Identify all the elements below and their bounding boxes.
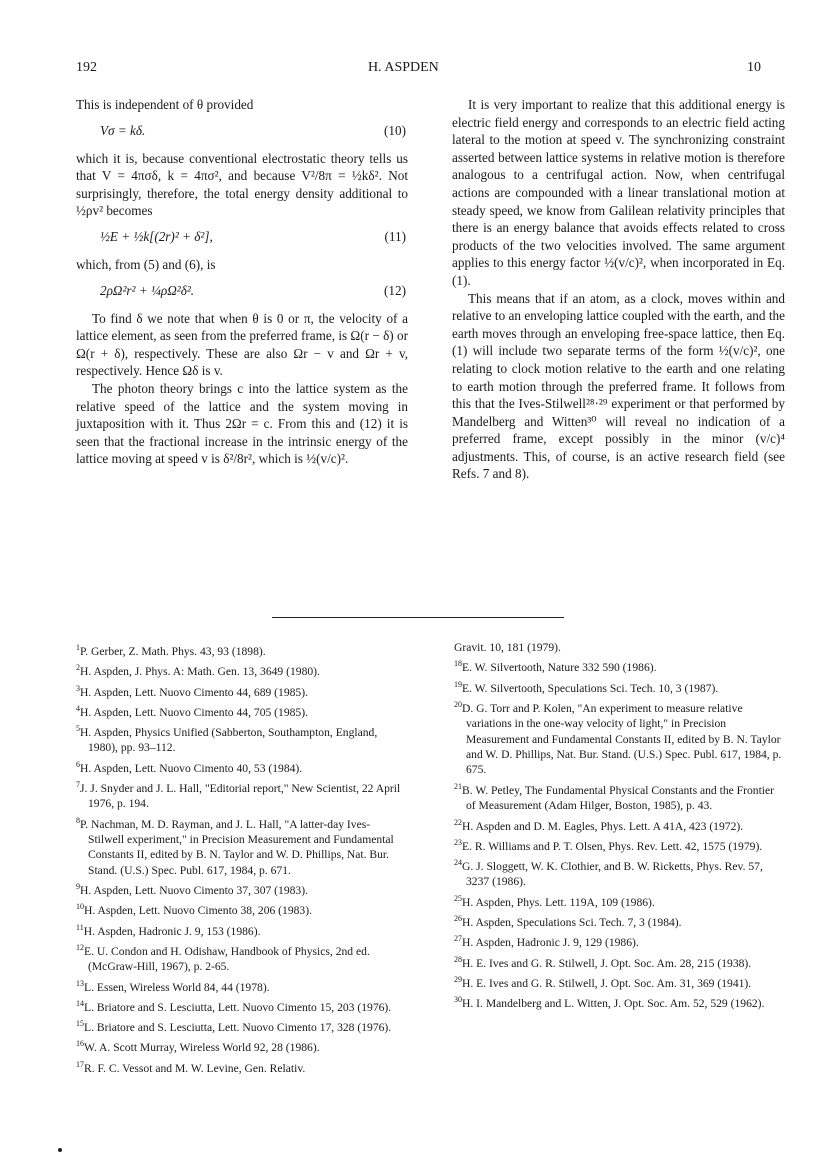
reference-text: H. Aspden, Hadronic J. 9, 129 (1986). (462, 936, 639, 950)
reference-number: 18 (454, 659, 462, 669)
reference-number: 22 (454, 817, 462, 827)
footnote-divider (272, 617, 564, 618)
reference-text: H. E. Ives and G. R. Stilwell, J. Opt. Soc. Am. 28, 215 (1938). (462, 956, 752, 970)
references-left (76, 640, 402, 1077)
reference-item (76, 1057, 402, 1076)
reference-text: H. Aspden, Lett. Nuovo Cimento 44, 705 (1985). (80, 705, 308, 719)
reference-number: 5 (76, 724, 80, 734)
right-column (452, 96, 785, 483)
reference-text: W. A. Scott Murray, Wireless World 92, 28 (1986). (84, 1041, 320, 1055)
reference-number: 15 (76, 1019, 84, 1029)
reference-text: E. W. Silvertooth, Speculations Sci. Tech. 10, 3 (1987). (462, 681, 719, 695)
equation-11 (76, 226, 408, 248)
equation-10 (76, 120, 408, 142)
reference-item (76, 879, 402, 898)
reference-item (454, 697, 784, 778)
reference-item (454, 640, 784, 655)
reference-item (76, 899, 402, 918)
right-paragraph-1: It is very important to realize that this additional energy is electric field energy and corresponds to an electric field acting lateral to the motion at speed v. The synchronizing constraint asserted between lattice systems in relative motion is therefore analogous to a centrifugal action. Now, when centrifugal actions are compounded with a linear translational motion at steady speed, we know from Galilean relativity principles that there is an energy balance that avoids effects related to cross products of the two velocities involved. The same argument applies to this energy factor ½(v/c)², when incorporated in Eq. (1). (452, 97, 785, 288)
reference-number: 14 (76, 998, 84, 1008)
reference-item (76, 920, 402, 939)
reference-item (454, 815, 784, 834)
reference-number: 7 (76, 780, 80, 789)
reference-item (76, 660, 402, 679)
reference-number: 27 (454, 934, 462, 944)
left-paragraph-1: This is independent of θ provided (76, 97, 254, 112)
reference-text: E. W. Silvertooth, Nature 332 590 (1986). (462, 661, 657, 675)
reference-item (454, 931, 784, 950)
reference-item (454, 855, 784, 890)
left-paragraph-2: which it is, because conventional electrostatic theory tells us that V = 4πσδ, k = 4πσ², and because V²/8π = ½kδ². Not surprisingly, therefore, the total energy density additional to ½ρv² becomes (76, 150, 408, 219)
reference-item (76, 1036, 402, 1055)
reference-text: H. Aspden and D. M. Eagles, Phys. Lett. A 41A, 423 (1972). (462, 819, 744, 833)
reference-number: 30 (454, 995, 462, 1005)
running-head-author: H. ASPDEN (368, 60, 439, 75)
left-paragraph-3: which, from (5) and (6), is (76, 256, 216, 272)
reference-item (76, 976, 402, 995)
reference-number: 13 (76, 978, 84, 988)
reference-item (76, 1016, 402, 1035)
references-right (454, 640, 784, 1012)
reference-item (76, 701, 402, 720)
reference-number: 23 (454, 837, 462, 847)
reference-number: 3 (76, 683, 80, 693)
reference-item (76, 681, 402, 700)
reference-text: P. Nachman, M. D. Rayman, and J. L. Hall, "A latter-day Ives-Stilwell experiment," in Precision Measurement and Fundamental Constants II, edited by B. N. Taylor and W. D. Phillips, Nat. Bur. Stand. (U.S.) Spec. Publ. 617, 1984, p. 671. (80, 817, 394, 877)
right-paragraph-2: This means that if an atom, as a clock, moves within and relative to an enveloping lattice coupled with the earth, and the earth moves through an enveloping free-space lattice, then Eq. (1) will include two separate terms of the form ½(v/c)², one relating to clock motion relative to the earth and one relating to earth motion through the preferred frame. It follows from this that the Ives-Stilwell²⁸·²⁹ experiment or that performed by Mandelberg and Witten³⁰ will reveal no indication of a preferred frame, except possibly in the minor (v/c)⁴ adjustments. This, of course, is an active research field (see Refs. 7 and 8). (452, 290, 785, 482)
reference-text: D. G. Torr and P. Kolen, "An experiment to measure relative variations in the one-way velocity of light," in Precision Measurement and Fundamental Constants II, edited by B. N. Taylor and W. D. Phillips, Nat. Bur. Stand. (U.S.) Spec. Publ. 617, 1984, p. 675. (462, 701, 782, 777)
equation-12 (76, 280, 408, 302)
reference-item (76, 640, 402, 659)
reference-text: R. F. C. Vessot and M. W. Levine, Gen. Relativ. (84, 1061, 306, 1075)
reference-number: 10 (76, 902, 84, 912)
reference-item (454, 911, 784, 930)
reference-text: G. J. Sloggett, W. K. Clothier, and B. W. Ricketts, Phys. Rev. 57, 3237 (1986). (462, 859, 763, 889)
reference-number: 2 (76, 663, 80, 673)
reference-text: H. I. Mandelberg and L. Witten, J. Opt. Soc. Am. 52, 529 (1962). (462, 996, 765, 1010)
reference-number: 17 (76, 1059, 84, 1069)
reference-text: H. Aspden, Lett. Nuovo Cimento 37, 307 (1983). (80, 884, 308, 898)
reference-number: 26 (454, 913, 462, 923)
reference-text: H. Aspden, Lett. Nuovo Cimento 38, 206 (1983). (84, 904, 312, 918)
reference-text: H. E. Ives and G. R. Stilwell, J. Opt. Soc. Am. 31, 369 (1941). (462, 976, 752, 990)
equation-11-number: (11) (384, 228, 406, 244)
reference-number: 21 (454, 781, 462, 791)
reference-text: L. Briatore and S. Lesciutta, Lett. Nuovo Cimento 15, 203 (1976). (84, 1000, 392, 1014)
reference-item (76, 757, 402, 776)
reference-number: 25 (454, 893, 462, 903)
reference-number: 8 (76, 815, 80, 825)
left-paragraph-5: The photon theory brings c into the lattice system as the relative speed of the lattice and the system moving in juxtaposition with it. Thus 2Ωr = c. From this and (12) it is seen that the fractional increase in the intrinsic energy of the lattice moving at speed v is δ²/8r², which is ½(v/c)². (76, 380, 408, 467)
reference-text: L. Briatore and S. Lesciutta, Lett. Nuovo Cimento 17, 328 (1976). (84, 1021, 392, 1035)
reference-text: H. Aspden, Lett. Nuovo Cimento 44, 689 (1985). (80, 685, 308, 699)
reference-text: H. Aspden, Phys. Lett. 119A, 109 (1986). (462, 895, 655, 909)
reference-number: 6 (76, 759, 80, 769)
reference-number: 29 (454, 974, 462, 984)
reference-number: 20 (454, 699, 462, 709)
reference-number: 12 (76, 942, 84, 952)
reference-item (454, 677, 784, 696)
reference-text: E. U. Condon and H. Odishaw, Handbook of Physics, 2nd ed. (McGraw-Hill, 1967), p. 2-65. (84, 944, 370, 974)
reference-text: Gravit. 10, 181 (1979). (454, 641, 561, 654)
reference-item (76, 996, 402, 1015)
reference-number: 4 (76, 703, 80, 713)
reference-number: 11 (76, 922, 84, 932)
left-paragraph-4: To find δ we note that when θ is 0 or π, the velocity of a lattice element, as seen from the preferred frame, is Ω(r − δ) or Ω(r + δ), respectively. These are also Ωr − v and Ωr + v, respectively. Hence Ωδ is v. (76, 310, 408, 379)
reference-text: H. Aspden, Hadronic J. 9, 153 (1986). (83, 924, 261, 938)
reference-item (454, 891, 784, 910)
reference-number: 24 (454, 858, 462, 868)
reference-text: E. R. Williams and P. T. Olsen, Phys. Rev. Lett. 42, 1575 (1979). (462, 839, 763, 853)
reference-number: 28 (454, 954, 462, 964)
issue-number: 10 (747, 60, 761, 75)
equation-12-expression: 2ρΩ²r² + ¼ρΩ²δ². (100, 282, 195, 298)
equation-12-number: (12) (384, 282, 406, 298)
reference-item (454, 952, 784, 971)
reference-item (76, 721, 402, 756)
reference-number: 16 (76, 1039, 84, 1049)
reference-item (454, 656, 784, 675)
reference-item (454, 835, 784, 854)
reference-text: H. Aspden, Speculations Sci. Tech. 7, 3 (1984). (462, 915, 682, 929)
reference-item (454, 779, 784, 814)
reference-number: 9 (76, 882, 80, 892)
reference-text: H. Aspden, J. Phys. A: Math. Gen. 13, 3649 (1980). (80, 665, 320, 679)
left-column (76, 96, 408, 468)
reference-number: 19 (454, 679, 462, 689)
reference-item (76, 777, 402, 812)
reference-item (454, 992, 784, 1011)
reference-item (454, 972, 784, 991)
page-mark (58, 1148, 62, 1152)
reference-text: J. J. Snyder and J. L. Hall, "Editorial report," New Scientist, 22 April 1976, p. 194. (80, 781, 401, 811)
reference-text: L. Essen, Wireless World 84, 44 (1978). (84, 980, 270, 994)
reference-item (76, 813, 402, 878)
reference-text: P. Gerber, Z. Math. Phys. 43, 93 (1898). (80, 644, 266, 658)
reference-text: B. W. Petley, The Fundamental Physical Constants and the Frontier of Measurement (Adam Hilger, Boston, 1985), p. 43. (462, 783, 775, 813)
reference-item (76, 940, 402, 975)
reference-number: 1 (76, 643, 80, 652)
page-number: 192 (76, 60, 97, 75)
equation-10-expression: Vσ = kδ. (100, 122, 146, 138)
equation-11-expression: ½E + ½k[(2r)² + δ²], (100, 228, 213, 244)
equation-10-number: (10) (384, 122, 406, 138)
reference-text: H. Aspden, Physics Unified (Sabberton, Southampton, England, 1980), pp. 93–112. (80, 725, 378, 755)
reference-text: H. Aspden, Lett. Nuovo Cimento 40, 53 (1984). (80, 761, 303, 775)
